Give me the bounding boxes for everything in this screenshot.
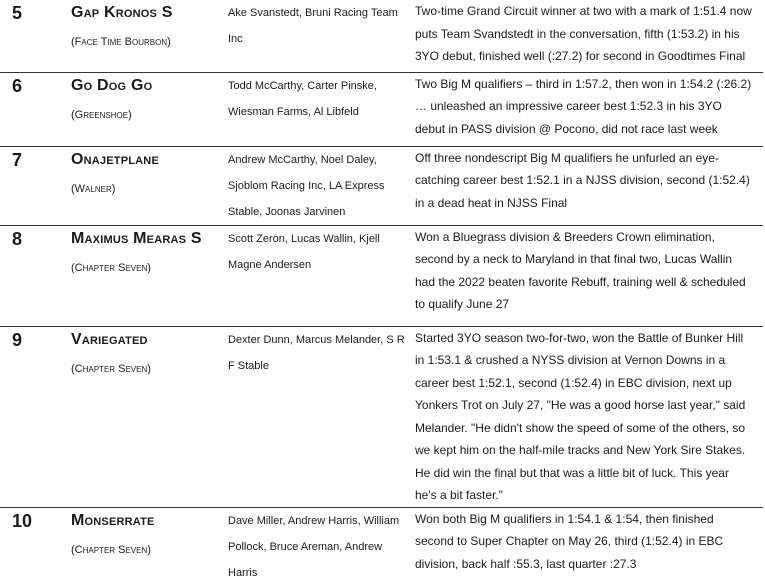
- horse-name: Monserrate: [71, 511, 155, 529]
- post-number: 10: [12, 510, 33, 531]
- horse-name: Gap Kronos S: [71, 4, 173, 21]
- table-row: [0, 146, 763, 225]
- connections: Dave Miller, Andrew Harris, William Pollock, Bruce Areman, Andrew Harris: [228, 514, 400, 579]
- post-number: 7: [0, 146, 60, 225]
- comment: Two Big M qualifiers – third in 1:57.2, then won in 1:54.2 (:26.2) … unleashed an impressive career best 1:52.3 in his 3YO debut in PASS division @ Pocono, did not race last week: [411, 72, 763, 146]
- post-number: 6: [0, 72, 60, 146]
- post-number: 9: [0, 326, 60, 507]
- connections: Andrew McCarthy, Noel Daley, Sjoblom Racing Inc, LA Express Stable, Joonas Jarvinen: [217, 146, 411, 225]
- connections: Dexter Dunn, Marcus Melander, S R F Stable: [217, 326, 411, 507]
- connections: Ake Svanstedt, Bruni Racing Team Inc: [217, 0, 411, 72]
- table-row: [0, 507, 763, 586]
- table-row: [0, 72, 763, 146]
- sire-name: (Chapter Seven): [71, 543, 151, 556]
- connections: Todd McCarthy, Carter Pinske, Wiesman Farms, Al Libfeld: [217, 72, 411, 146]
- comment: Two-time Grand Circuit winner at two with a mark of 1:51.4 now puts Team Svandstedt in the conversation, fifth (1:53.2) in his 3YO debut, finished well (:27.2) for second in Goodtimes Final: [411, 0, 763, 72]
- comment: Started 3YO season two-for-two, won the Battle of Bunker Hill in 1:53.1 & crushed a NYSS division at Vernon Downs in a career best 1:52.1, second (1:52.4) in EBC division, next up Yonkers Trot on July 27, "He was a good horse last year," said Melander. "He didn't show the speed of some of the others, so we kept him on the half-mile tracks and New York Sire Stakes. He did win the final but that was a little bit of luck. This year he's a bit faster.": [411, 326, 763, 507]
- horse-name: Go Dog Go: [71, 76, 153, 94]
- sire-name: (Chapter Seven): [71, 362, 151, 375]
- horse-name: Variegated: [71, 330, 148, 348]
- sire-name: (Chapter Seven): [71, 261, 151, 274]
- comment: Won both Big M qualifiers in 1:54.1 & 1:54, then finished second to Super Chapter on May 26, third (1:52.4) in EBC division, back half :55.3, last quarter :27.3: [415, 511, 724, 571]
- table-row: [0, 0, 763, 72]
- post-number: 8: [0, 225, 60, 326]
- table-row: [0, 225, 763, 326]
- sire-name: (Greenshoe): [71, 108, 132, 121]
- comment: Won a Bluegrass division & Breeders Crown elimination, second by a neck to Maryland in that final two, Lucas Wallin had the 2022 beaten favorite Rebuff, training well & scheduled to qualify June 27: [411, 225, 763, 326]
- horse-name: Maximus Mearas S: [71, 229, 202, 247]
- connections: Scott Zeron, Lucas Wallin, Kjell Magne Andersen: [217, 225, 411, 326]
- sire-name: (Walner): [71, 182, 116, 195]
- post-number: 5: [0, 0, 60, 72]
- table-row: [0, 326, 763, 507]
- comment: Off three nondescript Big M qualifiers he unfurled an eye-catching career best 1:52.1 in a NJSS division, second (1:52.4) in a dead heat in NJSS Final: [411, 146, 763, 225]
- horse-name: Onajetplane: [71, 150, 159, 168]
- sire-name: (Face Time Bourbon): [71, 36, 171, 48]
